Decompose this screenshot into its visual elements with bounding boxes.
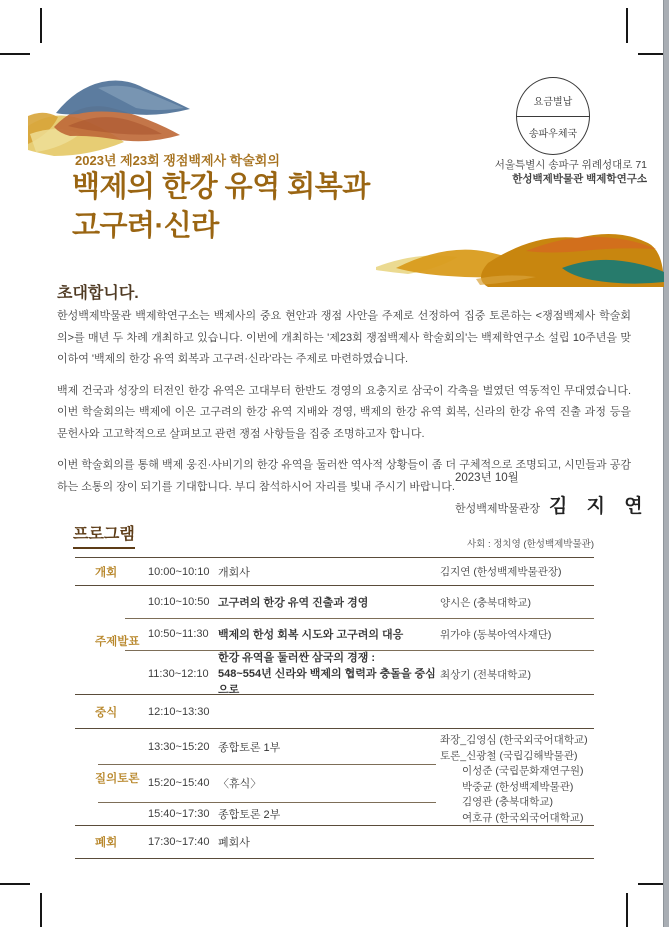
program-section-discussion <box>75 729 594 826</box>
invitation-heading: 초대합니다. <box>57 285 139 302</box>
session-title: 종합토론 2부 <box>218 809 281 821</box>
postage-mark-bottom-label: 송파우체국 <box>528 129 578 140</box>
session-time: 10:50~11:30 <box>148 628 209 640</box>
signature-date: 2023년 10월 <box>455 472 519 484</box>
event-subtitle: 2023년 제23회 쟁점백제사 학술회의 <box>75 153 280 168</box>
program-table <box>75 557 594 859</box>
section-label: 주제발표 <box>95 635 140 648</box>
mountain-illustration-right <box>376 221 664 289</box>
postage-mark-top-label: 요금별납 <box>533 97 573 108</box>
table-row <box>148 650 594 695</box>
session-speaker: 김지연 (한성백제박물관장) <box>440 566 562 578</box>
table-row <box>148 802 440 826</box>
table-row <box>148 618 594 650</box>
table-row <box>148 586 594 618</box>
session-time: 13:30~15:20 <box>148 740 210 753</box>
session-time: 15:20~15:40 <box>148 777 210 789</box>
session-title: 개회사 <box>218 566 250 579</box>
row-divider <box>98 802 436 803</box>
table-row <box>148 729 440 764</box>
session-time: 12:10~13:30 <box>148 705 210 718</box>
event-title-line1: 백제의 한강 유역 회복과 <box>72 171 370 203</box>
organization-name: 한성백제박물관 백제학연구소 <box>512 173 647 185</box>
session-title: 백제의 한성 회복 시도와 고구려의 대응 <box>218 629 404 641</box>
scan-edge-shadow <box>663 0 669 927</box>
session-time: 15:40~17:30 <box>148 808 210 820</box>
session-speaker: 양시은 (충북대학교) <box>440 596 532 609</box>
table-row <box>75 695 594 728</box>
row-divider <box>125 650 594 651</box>
panel-member: 여호규 (한국외국어대학교) <box>462 811 584 824</box>
program-section-presentations <box>75 586 594 695</box>
section-label: 중식 <box>95 706 118 719</box>
discussion-panel-list <box>440 729 594 826</box>
row-divider <box>125 618 594 619</box>
table-row <box>148 764 440 802</box>
session-time: 11:30~12:10 <box>148 668 209 680</box>
program-section-opening <box>75 558 594 586</box>
panel-member: 김영관 (충북대학교) <box>462 796 554 808</box>
session-speaker: 위가야 (동북아역사재단) <box>440 628 552 641</box>
invitation-paragraph: 백제 건국과 성장의 터전인 한강 유역은 고대부터 한반도 경영의 요충지로 삼국이 각축을 벌였던 역동적인 무대였습니다. 이번 학술회의는 백제에 이은 고구려의 한강 유역 지배와 경영, 백제의 한강 유역 회복, 신라의 한강 유역 진출 과정 등을 문헌사와 고고학적으로 살펴보고 관련 쟁점 사항들을 집중 조명하고자 합니다. <box>57 384 631 440</box>
section-label: 개회 <box>95 566 118 579</box>
row-divider <box>98 764 436 765</box>
signer-title: 한성백제박물관장 <box>455 503 541 515</box>
session-time: 10:00~10:10 <box>148 565 210 578</box>
address-line: 서울특별시 송파구 위례성대로 71 <box>494 159 647 171</box>
sender-address <box>495 158 647 186</box>
crop-mark-top-right-v <box>626 8 628 43</box>
signature-block <box>455 469 647 518</box>
panel-member: 박중균 (한성백제박물관) <box>462 780 574 793</box>
panel-member: 토론_신광철 (국립김해박물관) <box>440 749 578 762</box>
program-section-closing <box>75 826 594 859</box>
postage-mark-divider <box>516 116 590 117</box>
session-title: 한강 유역을 둘러싼 삼국의 경쟁 : 548~554년 신라와 백제의 협력과 충돌을 중심으로 <box>218 652 436 696</box>
event-title <box>72 168 370 246</box>
program-heading: 프로그램 <box>73 521 135 549</box>
table-row <box>75 558 594 585</box>
table-row <box>75 826 594 858</box>
session-title: 폐회사 <box>218 837 250 849</box>
invitation-paragraph: 이번 학술회의를 통해 백제 웅진·사비기의 한강 유역을 둘러싼 역사적 상황들이 좀 더 구체적으로 조명되고, 시민들과 공감하는 소통의 장이 되기를 기대합니다. 부디 참석하시어 자리를 빛내 주시기 바랍니다. <box>57 459 631 493</box>
session-title: 종합토론 1부 <box>218 741 281 754</box>
session-time: 10:10~10:50 <box>148 596 210 608</box>
event-title-line2: 고구려·신라 <box>72 210 219 242</box>
moderator-credit: 사회 : 정치영 (한성백제박물관) <box>466 539 594 550</box>
session-title: 고구려의 한강 유역 진출과 경영 <box>218 597 369 609</box>
session-speaker: 최상기 (전북대학교) <box>440 668 532 681</box>
crop-mark-bottom-right-v <box>626 893 628 927</box>
crop-mark-top-left-h <box>0 53 30 55</box>
session-title: 〈휴식〉 <box>218 778 262 790</box>
mountain-illustration-top <box>28 64 203 159</box>
postage-mark <box>516 77 590 155</box>
program-section-lunch <box>75 695 594 729</box>
panel-member: 좌장_김영심 (한국외국어대학교) <box>440 734 588 746</box>
section-label: 질의토론 <box>95 772 140 785</box>
session-time: 17:30~17:40 <box>148 836 210 848</box>
crop-mark-bottom-left-h <box>0 883 30 885</box>
invitation-paragraph: 한성백제박물관 백제학연구소는 백제사의 중요 현안과 쟁점 사안을 주제로 선정하여 집중 토론하는 <쟁점백제사 학술회의>를 매년 두 차례 개최하고 있습니다. 이번에 개최하는 '제23회 쟁점백제사 학술회의'는 백제학연구소 설립 10주년을 맞이하여 '백제의 한강 유역 회복과 고구려·신라'라는 주제로 마련하였습니다. <box>57 310 631 365</box>
panel-member: 이성준 (국립문화재연구원) <box>462 765 584 777</box>
section-label: 폐회 <box>95 837 118 849</box>
crop-mark-bottom-left-v <box>40 893 42 927</box>
crop-mark-top-left-v <box>40 8 42 43</box>
signer-name: 김 지 연 <box>549 496 647 517</box>
